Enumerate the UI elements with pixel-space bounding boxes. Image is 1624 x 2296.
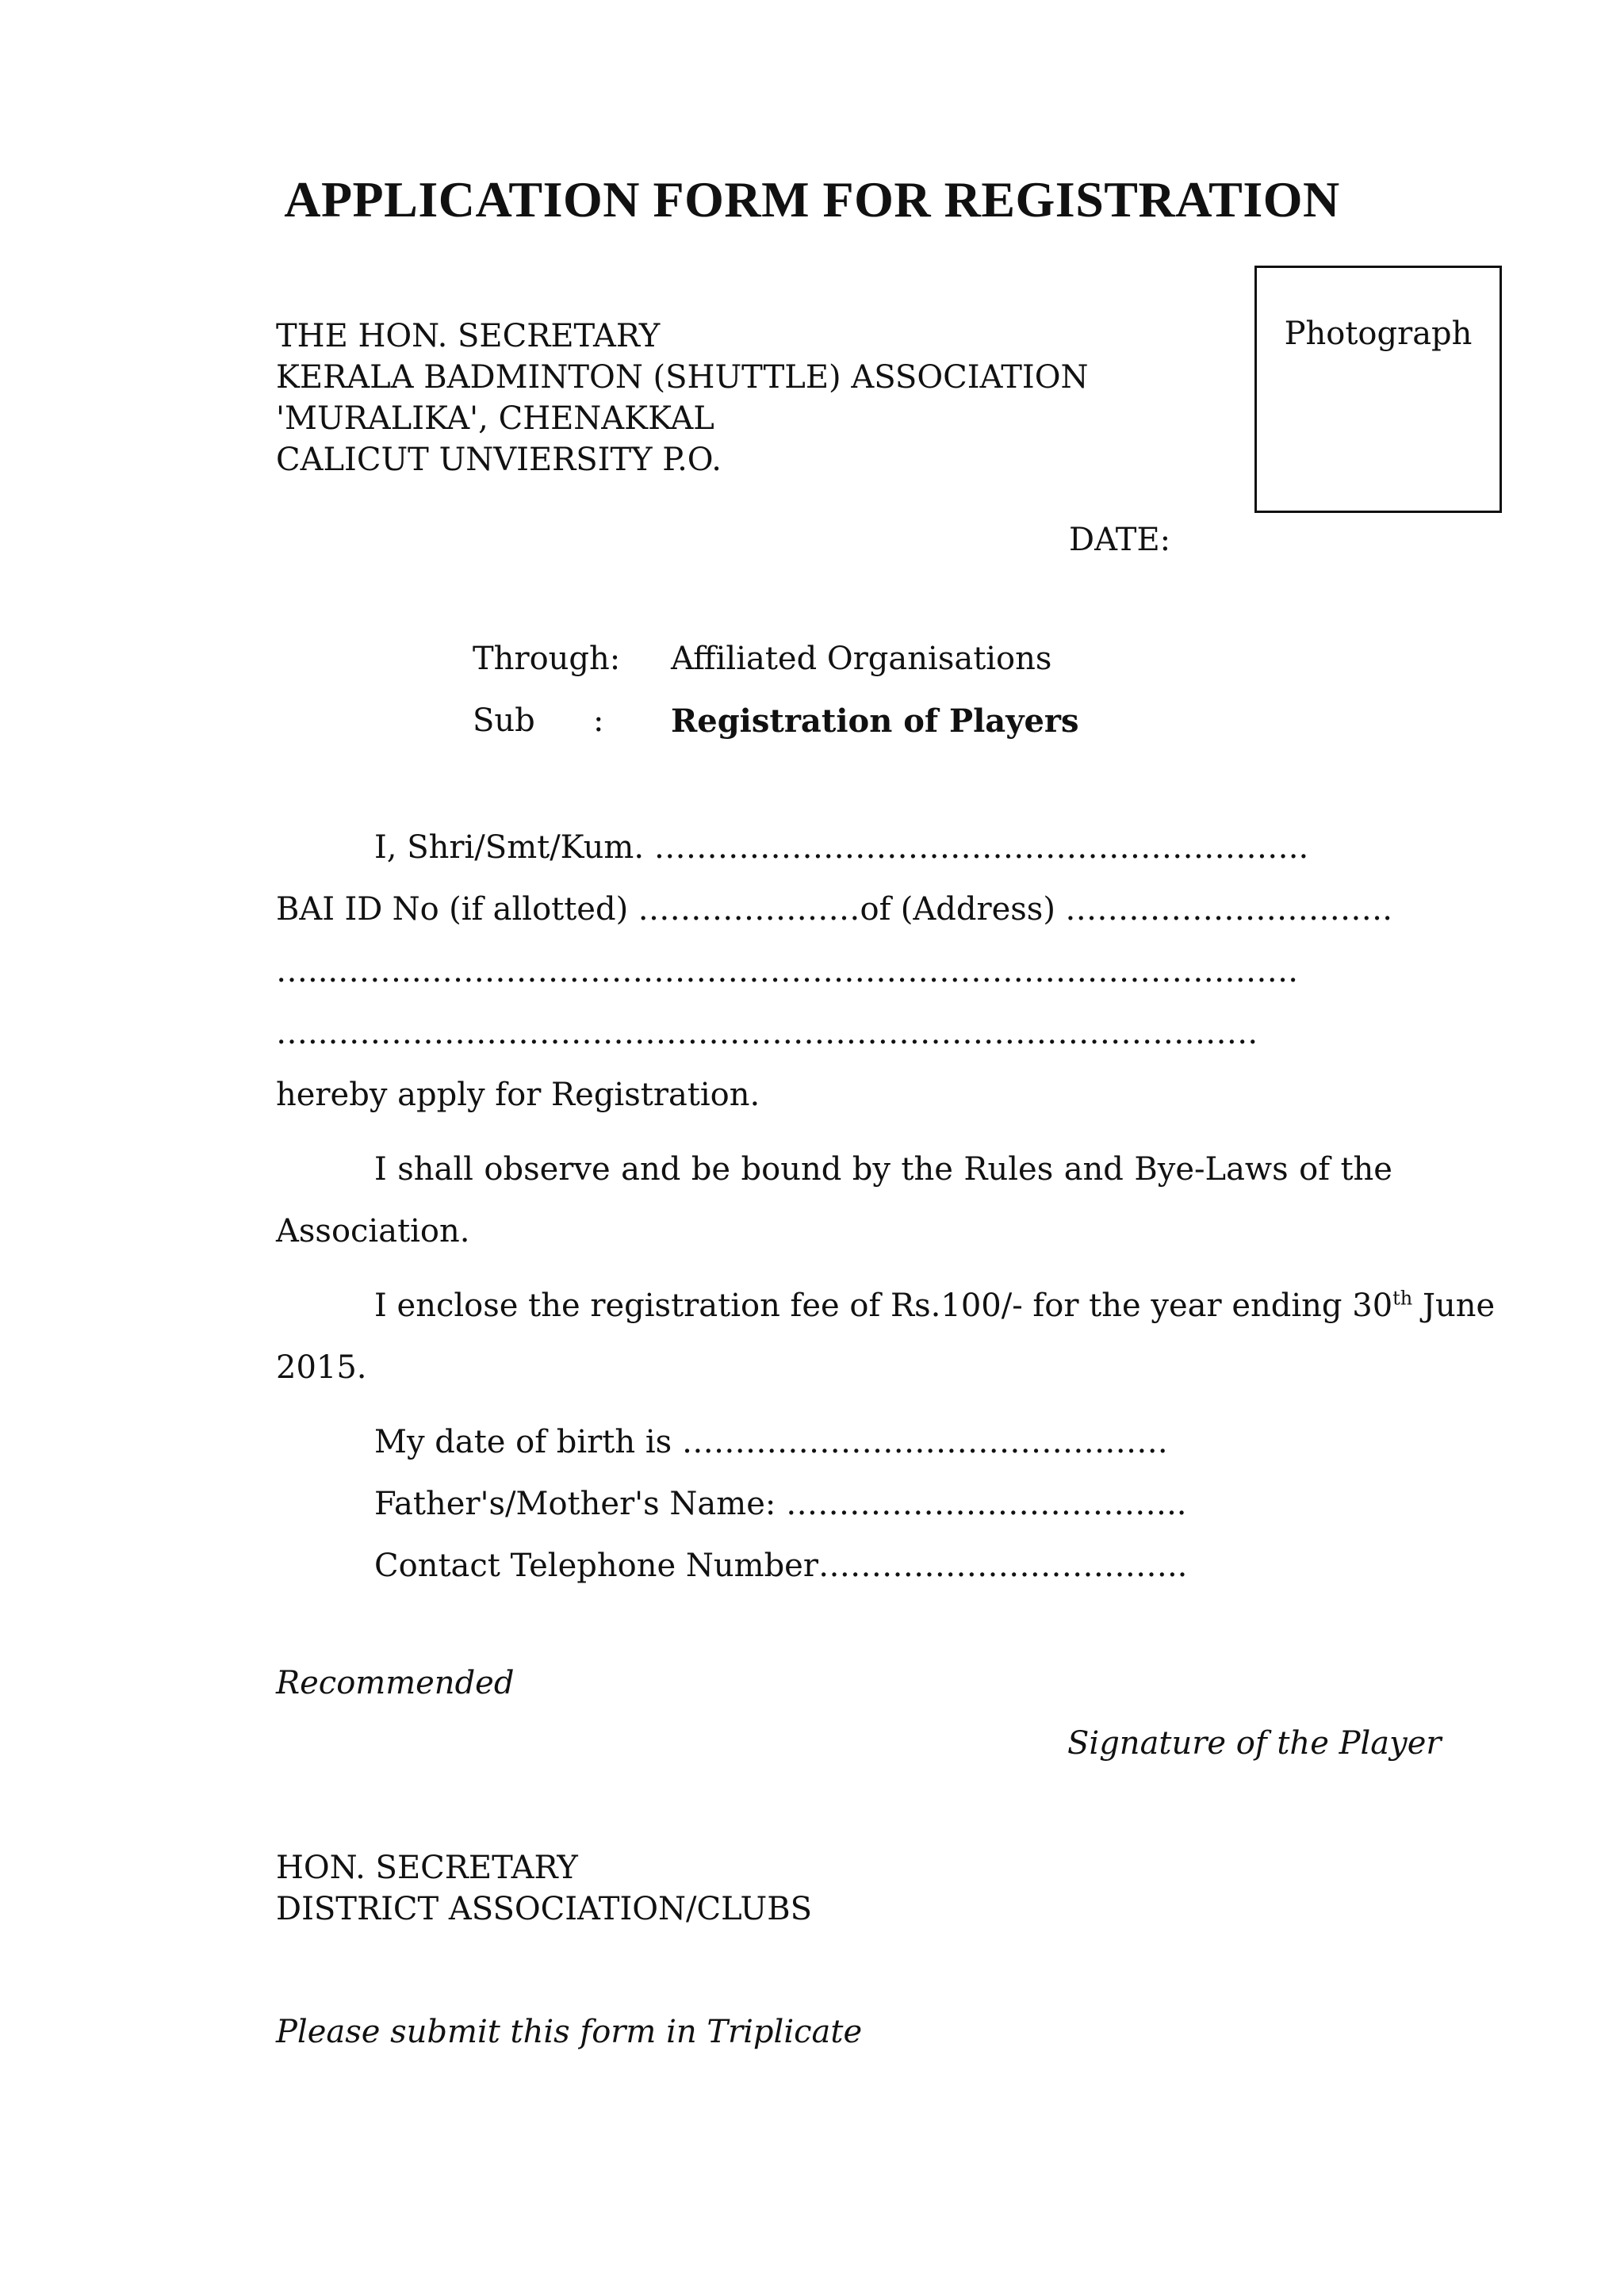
observe-word: and: [1063, 1151, 1124, 1188]
bai-word: …………………of: [638, 891, 891, 928]
secretary-line: DISTRICT ASSOCIATION/CLUBS: [276, 1891, 812, 1927]
addressee-block: [276, 316, 1089, 480]
bai-word: BAI: [276, 891, 335, 928]
fee-text: I enclose the registration fee of Rs.100/- for the year ending 30: [374, 1288, 1393, 1324]
dob-line: My date of birth is ……………………………………….: [374, 1424, 1168, 1460]
parent-name-line: Father's/Mother's Name: ………………………………..: [374, 1486, 1187, 1522]
player-signature-label: Signature of the Player: [1067, 1725, 1442, 1762]
observe-word: Rules: [963, 1151, 1054, 1188]
observe-word: the: [901, 1151, 953, 1188]
apply-line: hereby apply for Registration.: [276, 1077, 760, 1113]
observe-word: I: [374, 1151, 387, 1188]
observe-word: the: [1340, 1151, 1392, 1188]
through-label: Through:: [473, 641, 621, 677]
address-line: 'MURALIKA', CHENAKKAL: [276, 400, 714, 437]
through-value: Affiliated Organisations: [671, 641, 1052, 677]
address-line: KERALA BADMINTON (SHUTTLE) ASSOCIATION: [276, 359, 1089, 396]
bai-word: allotted): [492, 891, 629, 928]
address-dots-line: …..…………………………………………………………………………….: [276, 1015, 1258, 1051]
observe-word: and: [621, 1151, 681, 1188]
bai-word: ID: [344, 891, 383, 928]
fee-text-end: June: [1412, 1288, 1496, 1324]
address-dots-line: …...……...……………………………………………………………………….: [276, 953, 1299, 989]
subject-label: Sub: [473, 702, 535, 739]
bai-word: (if: [449, 891, 484, 928]
secretary-block: [276, 1847, 812, 1930]
date-label: DATE:: [1069, 522, 1171, 558]
observe-word: shall: [397, 1151, 473, 1188]
observe-word: Bye-Laws: [1134, 1151, 1289, 1188]
observe-word: be: [691, 1151, 731, 1188]
subject-value: Registration of Players: [671, 702, 1079, 740]
fee-superscript: th: [1392, 1287, 1413, 1310]
observe-word: bound: [741, 1151, 842, 1188]
observe-continuation: Association.: [276, 1213, 470, 1249]
subject-colon: :: [593, 702, 604, 739]
bai-word: (Address): [900, 891, 1055, 928]
recommended-label: Recommended: [276, 1665, 515, 1701]
fee-line: [374, 1288, 1495, 1324]
bai-word: No: [392, 891, 439, 928]
secretary-line: HON. SECRETARY: [276, 1850, 578, 1886]
observe-word: of: [1299, 1151, 1331, 1188]
observe-word: by: [852, 1151, 891, 1188]
bai-id-line: [276, 891, 1392, 928]
bai-word: ………………………….: [1065, 891, 1392, 928]
photograph-label: Photograph: [1284, 316, 1473, 352]
phone-line: Contact Telephone Number……………………………..: [374, 1548, 1188, 1584]
form-title: APPLICATION FORM FOR REGISTRATION: [284, 171, 1340, 228]
photograph-box: [1254, 266, 1502, 513]
submit-note: Please submit this form in Triplicate: [276, 2014, 863, 2050]
name-line: I, Shri/Smt/Kum. ……………………………………………………..: [374, 829, 1309, 866]
observe-line: [276, 1151, 1392, 1188]
fee-continuation: 2015.: [276, 1349, 367, 1386]
address-line: CALICUT UNVIERSITY P.O.: [276, 442, 722, 478]
address-line: THE HON. SECRETARY: [276, 318, 661, 354]
observe-word: observe: [484, 1151, 611, 1188]
